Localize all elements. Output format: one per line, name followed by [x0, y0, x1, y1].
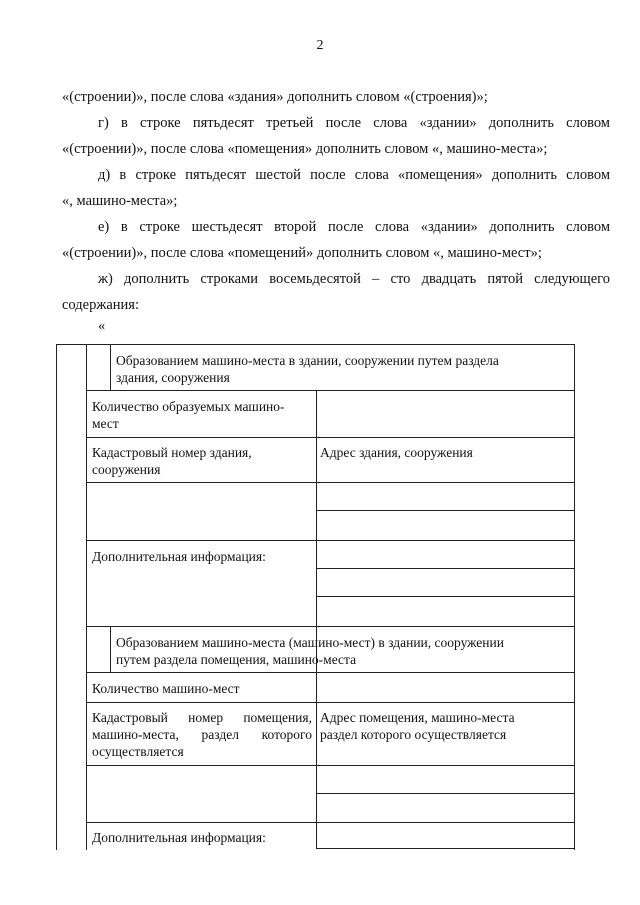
open-quote: « [98, 318, 106, 334]
table-border [86, 702, 574, 703]
section1-cadastral-label: Кадастровый номер здания, сооружения [92, 445, 252, 477]
section2-additional-label: Дополнительная информация: [92, 830, 266, 845]
table-border [86, 672, 574, 673]
table-border [110, 344, 111, 390]
section2-cadastral-label: Кадастровый номер помещения, машино-места, раздел которого осуществляется [92, 710, 312, 759]
section1-additional-label: Дополнительная информация: [92, 549, 266, 564]
table-border [316, 568, 574, 569]
section1-heading: Образованием машино-места в здании, сооружении путем раздела здания, сооружения [116, 353, 499, 385]
paragraph-continuation [62, 84, 610, 110]
table-border [316, 596, 574, 597]
paragraph-line: содержания: [62, 297, 140, 313]
table-border [574, 344, 575, 850]
section1-address-label: Адрес здания, сооружения [320, 445, 473, 460]
table-border [86, 626, 574, 627]
paragraph-line: д) в строке пятьдесят шестой после слова «помещения» дополнить словом [98, 167, 610, 183]
section2-count-label: Количество машино-мест [92, 681, 240, 696]
paragraph-d [62, 162, 610, 214]
page-number: 2 [316, 38, 324, 53]
table-border [56, 344, 574, 345]
section1-count-label: Количество образуемых машино- мест [92, 399, 285, 431]
table-border [86, 390, 574, 391]
table-border [316, 510, 574, 511]
table-border [86, 540, 574, 541]
paragraph-line: «, машино-места»; [62, 193, 178, 209]
table-border [316, 390, 317, 848]
paragraph-zh [62, 266, 610, 318]
paragraph-line: г) в строке пятьдесят третьей после слова «здании» дополнить словом [98, 115, 610, 131]
table-border [86, 344, 87, 850]
table-border [86, 822, 574, 823]
section2-address-label: Адрес помещения, машино-места раздел которого осуществляется [320, 710, 515, 742]
paragraph-g [62, 110, 610, 162]
table-border [316, 848, 574, 849]
table-border [110, 626, 111, 672]
paragraph-line: ж) дополнить строками восемьдесятой – сто двадцать пятой следующего [98, 271, 610, 287]
paragraph-e [62, 214, 610, 266]
table-border [86, 765, 574, 766]
section2-heading: Образованием машино-места (машино-мест) в здании, сооружении путем раздела помещения, машино-места [116, 635, 504, 667]
table-border [316, 793, 574, 794]
paragraph-line: «(строении)», после слова «здания» дополнить словом «(строения)»; [62, 89, 488, 105]
paragraph-line: е) в строке шестьдесят второй после слова «здании» дополнить словом [98, 219, 610, 235]
table-border [86, 437, 574, 438]
paragraph-line: «(строении)», после слова «помещений» дополнить словом «, машино-мест»; [62, 245, 542, 261]
table-border [86, 482, 574, 483]
paragraph-line: «(строении)», после слова «помещения» дополнить словом «, машино-места»; [62, 141, 548, 157]
table-border [56, 344, 57, 850]
